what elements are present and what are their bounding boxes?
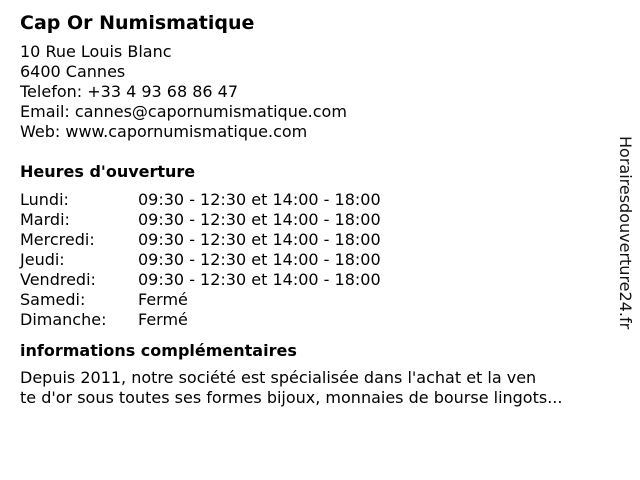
address-street: 10 Rue Louis Blanc [20,42,172,61]
email-line: Email: cannes@capornumismatique.com [20,102,347,121]
address-city: 6400 Cannes [20,62,126,81]
hours-row-saturday [20,290,610,310]
description-line-2: te d'or sous toutes ses formes bijoux, monnaies de bourse lingots... [20,388,563,407]
day-hours: 09:30 - 12:30 et 14:00 - 18:00 [138,210,381,229]
day-hours: Fermé [138,290,188,309]
day-label: Samedi: [20,290,86,309]
business-name: Cap Or Numismatique [20,12,255,34]
day-label: Mardi: [20,210,70,229]
additional-info-heading: informations complémentaires [20,341,297,360]
opening-hours-table [20,190,610,330]
day-label: Mercredi: [20,230,95,249]
website-line: Web: www.capornumismatique.com [20,122,308,141]
hours-row-sunday [20,310,610,330]
day-hours: 09:30 - 12:30 et 14:00 - 18:00 [138,190,381,209]
day-label: Lundi: [20,190,69,209]
hours-row-wednesday [20,230,610,250]
description-line-1: Depuis 2011, notre société est spécialisée dans l'achat et la ven [20,368,537,387]
day-hours: 09:30 - 12:30 et 14:00 - 18:00 [138,270,381,289]
opening-hours-heading: Heures d'ouverture [20,162,196,181]
day-label: Jeudi: [20,250,65,269]
hours-row-tuesday [20,210,610,230]
day-label: Vendredi: [20,270,96,289]
day-label: Dimanche: [20,310,107,329]
day-hours: Fermé [138,310,188,329]
site-watermark: Horairesdouverture24.fr [616,136,635,330]
business-card [20,10,610,408]
hours-row-friday [20,270,610,290]
phone-line: Telefon: +33 4 93 68 86 47 [20,82,239,101]
day-hours: 09:30 - 12:30 et 14:00 - 18:00 [138,250,381,269]
hours-row-monday [20,190,610,210]
day-hours: 09:30 - 12:30 et 14:00 - 18:00 [138,230,381,249]
hours-row-thursday [20,250,610,270]
